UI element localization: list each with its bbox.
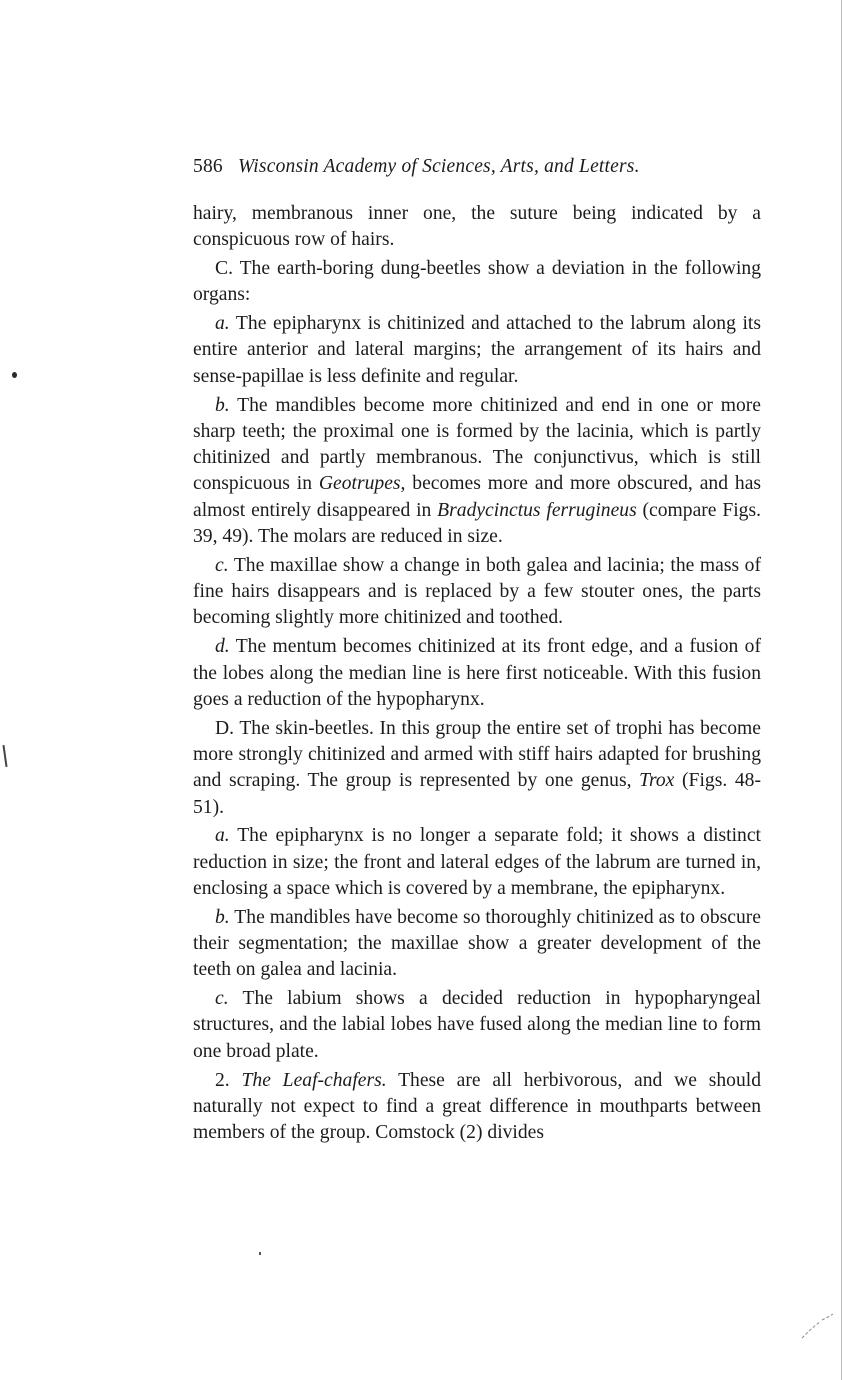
genus-name: Geotrupes, — [318, 473, 406, 495]
paragraph-text: These are all herbivorous, and we should naturally not expect to find a great difference in mouthparts between members of the group. Comstock (2) divides — [193, 1069, 761, 1144]
paragraph-text: D. The skin-beetles. In this group the entire set of trophi has become more strongly chitinized and armed with stiff hairs adapted for brushing and scraping. The group is represented by one genus, — [193, 717, 761, 792]
paragraph-text: The mandibles have become so thoroughly chitinized as to obscure their segmentation; the maxillae show a greater development of the teeth on galea and lacinia. — [193, 906, 761, 981]
item-label: a. — [215, 825, 230, 847]
paragraph-text: (Figs. 48-51). — [193, 770, 761, 818]
species-name: Bradycinctus ferrugineus — [437, 499, 637, 521]
paragraph-c-a — [193, 311, 761, 390]
paragraph-text: The epipharynx is chitinized and attached to the labrum along its entire anterior and lateral margins; the arrangement of its hairs and sense-papillae is less definite and regular. — [193, 313, 761, 387]
paragraph-c-c — [193, 553, 761, 632]
paragraph-continuation — [193, 201, 761, 254]
section-heading: The Leaf-chafers. — [241, 1069, 387, 1091]
section-number: 2. — [215, 1069, 242, 1091]
journal-title: Wisconsin Academy of Sciences, Arts, and Letters. — [237, 156, 640, 177]
margin-ink-dot — [12, 372, 17, 378]
item-label: d. — [215, 636, 230, 658]
paragraph-c-d — [193, 634, 761, 713]
body-text — [193, 201, 761, 1146]
book-page — [193, 153, 761, 1146]
paragraph-c-b — [193, 393, 761, 551]
running-head — [193, 153, 761, 181]
item-label: a. — [215, 313, 230, 335]
paragraph-text: The maxillae show a change in both galea and lacinia; the mass of fine hairs disappears and is replaced by a few stouter ones, the parts becoming slightly more chitinized and toothed. — [193, 554, 761, 629]
item-label: c. — [215, 988, 229, 1010]
paragraph-section-c — [193, 256, 761, 309]
stray-ink-dot — [259, 1252, 261, 1255]
item-label: b. — [215, 906, 230, 928]
paragraph-text: The labium shows a decided reduction in hypopharyngeal structures, and the labial lobes have fused along the median line to form one broad plate. — [193, 988, 761, 1062]
paragraph-d-a — [193, 823, 761, 902]
paragraph-text: (compare Figs. 39, 49). The molars are reduced in size. — [193, 499, 761, 548]
item-label: b. — [215, 394, 230, 416]
paragraph-text: The mandibles become more chitinized and end in one or more sharp teeth; the proximal one is formed by the lacinia, which is partly chitinized and partly membranous. The conjunctivus, which is still conspicuous in — [193, 394, 761, 495]
paragraph-text: The mentum becomes chitinized at its front edge, and a fusion of the lobes along the median line is here first noticeable. With this fusion goes a reduction of the hypopharynx. — [193, 636, 761, 710]
genus-name: Trox — [639, 770, 675, 792]
corner-pencil-mark — [800, 1312, 834, 1340]
paragraph-text: hairy, membranous inner one, the suture being indicated by a conspicuous row of hairs. — [193, 203, 761, 251]
paragraph-d-b — [193, 905, 761, 984]
page-number: 586 — [193, 156, 223, 177]
paragraph-d-c — [193, 986, 761, 1065]
item-label: c. — [215, 554, 229, 576]
paragraph-text: C. The earth-boring dung-beetles show a deviation in the following organs: — [193, 258, 761, 306]
margin-ink-tick — [2, 745, 7, 767]
paragraph-text: becomes more and more obscured, and has almost entirely disappeared in — [193, 473, 762, 521]
paragraph-section-d — [193, 716, 761, 821]
paragraph-leaf-chafers — [193, 1068, 761, 1147]
paragraph-text: The epipharynx is no longer a separate fold; it shows a distinct reduction in size; the front and lateral edges of the labrum are turned in, enclosing a space which is covered by a membrane, the epipharynx. — [193, 825, 761, 899]
